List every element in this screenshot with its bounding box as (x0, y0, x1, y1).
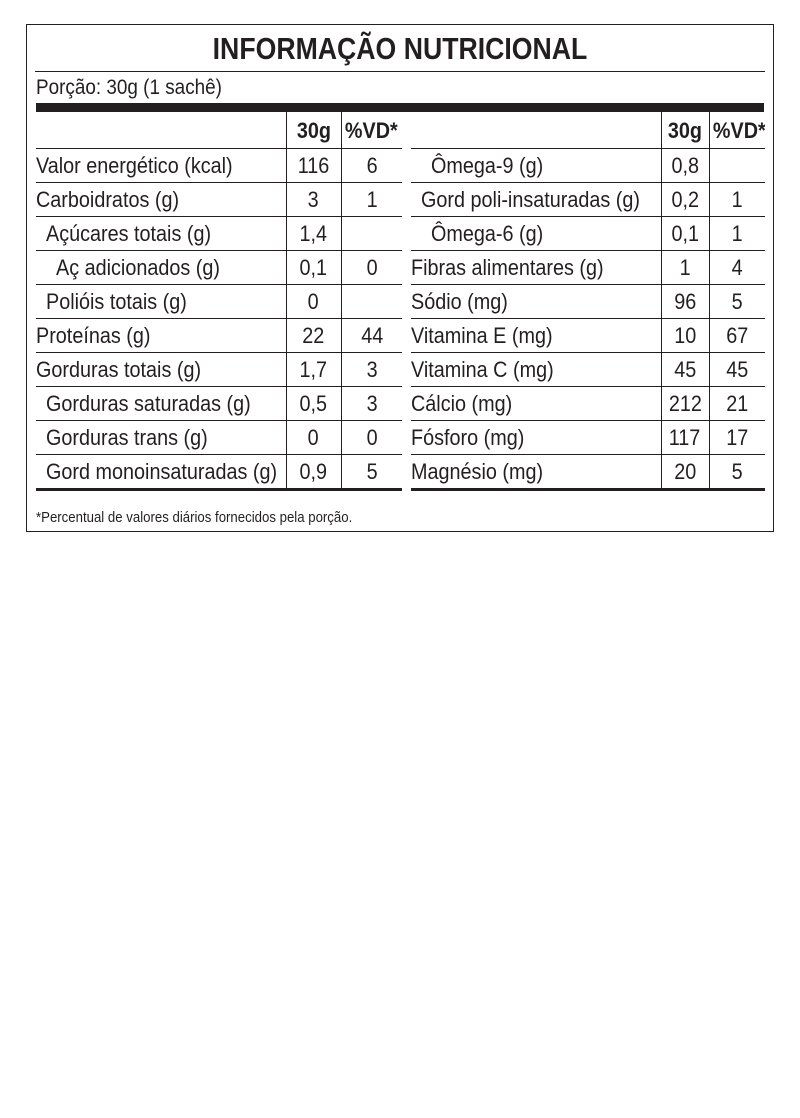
nutrient-row (411, 387, 765, 421)
nutrient-row (36, 421, 402, 455)
nutrient-name: Ômega-9 (g) (431, 153, 544, 178)
nutrient-amount-cell (286, 251, 341, 285)
portion-size: Porção: 30g (1 sachê) (36, 76, 222, 99)
nutrient-name-cell (411, 319, 661, 353)
nutrient-amount: 0 (307, 425, 320, 450)
nutrient-amount: 22 (302, 323, 325, 348)
title-divider (35, 71, 765, 72)
nutrient-name-cell (36, 183, 286, 217)
nutrient-row (36, 285, 402, 319)
nutrient-vd: 5 (366, 459, 378, 484)
nutrient-row (411, 285, 765, 319)
nutrient-name-cell (36, 251, 286, 285)
nutrient-name: Gord monoinsaturadas (g) (46, 459, 278, 484)
nutrient-vd-cell (341, 251, 402, 285)
nutrient-row (36, 149, 402, 183)
nutrient-vd-cell (709, 353, 765, 387)
nutrient-row (36, 319, 402, 353)
header-amount-label: 30g (296, 117, 331, 143)
nutrient-amount-cell (661, 285, 709, 319)
nutrient-vd: 6 (366, 153, 378, 178)
nutrient-amount: 1,4 (299, 221, 328, 246)
nutrient-row (36, 353, 402, 387)
nutrient-amount: 0,1 (299, 255, 328, 280)
nutrient-table-right (411, 112, 765, 491)
nutrient-name: Cálcio (mg) (411, 391, 513, 416)
nutrient-name: Carboidratos (g) (36, 187, 180, 212)
nutrient-name-cell (36, 455, 286, 490)
nutrient-amount-cell (286, 421, 341, 455)
nutrient-name: Fibras alimentares (g) (411, 255, 604, 280)
nutrient-amount-cell (286, 387, 341, 421)
nutrient-amount: 117 (669, 425, 701, 450)
nutrient-vd-cell (709, 183, 765, 217)
nutrient-name-cell (411, 387, 661, 421)
nutrient-amount: 96 (673, 289, 697, 314)
nutrient-vd-cell (709, 217, 765, 251)
nutrient-vd-cell (709, 251, 765, 285)
nutrient-amount: 20 (673, 459, 697, 484)
nutrient-row (411, 319, 765, 353)
nutrient-name: Gorduras trans (g) (46, 425, 208, 450)
thick-divider (36, 103, 764, 112)
footnote: *Percentual de valores diários fornecidos pela porção. (36, 509, 353, 526)
nutrient-row (411, 183, 765, 217)
nutrition-facts-panel (26, 24, 774, 532)
nutrient-vd: 3 (366, 357, 378, 382)
nutrient-row (36, 217, 402, 251)
nutrient-name-cell (411, 217, 661, 251)
nutrient-amount: 0,9 (299, 459, 328, 484)
nutrient-row (411, 217, 765, 251)
nutrient-row (36, 455, 402, 490)
nutrient-name: Sódio (mg) (411, 289, 508, 314)
nutrient-amount: 3 (307, 187, 320, 212)
nutrient-name: Magnésio (mg) (411, 459, 544, 484)
nutrient-name-cell (411, 455, 661, 490)
nutrient-vd-cell (341, 387, 402, 421)
nutrient-amount: 0 (307, 289, 320, 314)
nutrient-amount: 0,5 (299, 391, 328, 416)
table-header-row (411, 112, 765, 149)
nutrient-name: Valor energético (kcal) (36, 153, 233, 178)
nutrient-amount-cell (661, 183, 709, 217)
nutrient-vd: 1 (731, 221, 743, 246)
nutrient-name: Aç adicionados (g) (56, 255, 220, 280)
nutrient-vd: 3 (366, 391, 378, 416)
nutrient-name: Vitamina E (mg) (411, 323, 553, 348)
nutrient-name-cell (411, 149, 661, 183)
nutrient-name: Ômega-6 (g) (431, 221, 544, 246)
nutrient-vd-cell (709, 319, 765, 353)
nutrient-name-cell (36, 421, 286, 455)
nutrient-amount: 212 (668, 391, 702, 416)
nutrient-vd: 5 (731, 459, 743, 484)
nutrient-name-cell (411, 353, 661, 387)
nutrient-amount-cell (286, 149, 341, 183)
nutrient-vd: 0 (366, 255, 378, 280)
nutrient-amount-cell (286, 217, 341, 251)
nutrient-vd: 67 (726, 323, 749, 348)
nutrient-amount: 0,8 (671, 153, 699, 178)
header-vd-cell (709, 112, 765, 149)
nutrient-vd-cell (341, 421, 402, 455)
nutrient-name: Gorduras saturadas (g) (46, 391, 251, 416)
nutrient-name-cell (411, 285, 661, 319)
nutrient-name: Açúcares totais (g) (46, 221, 212, 246)
panel-title: INFORMAÇÃO NUTRICIONAL (212, 31, 588, 66)
nutrient-amount-cell (661, 149, 709, 183)
nutrient-row (36, 251, 402, 285)
nutrient-vd: 45 (726, 357, 749, 382)
nutrient-amount: 1,7 (299, 357, 328, 382)
nutrient-vd-cell (341, 455, 402, 490)
nutrient-vd-cell (709, 387, 765, 421)
header-vd-label: %VD* (345, 117, 399, 143)
nutrient-amount-cell (661, 319, 709, 353)
nutrient-amount: 116 (297, 153, 330, 178)
nutrient-table-left (36, 112, 402, 491)
header-amount-label: 30g (667, 117, 703, 143)
nutrient-amount-cell (661, 421, 709, 455)
nutrient-name-cell (36, 387, 286, 421)
nutrient-vd-cell (709, 149, 765, 183)
nutrient-name-cell (36, 217, 286, 251)
nutrient-row (411, 149, 765, 183)
header-amount-cell (661, 112, 709, 149)
nutrient-amount-cell (286, 183, 341, 217)
nutrient-row (36, 387, 402, 421)
nutrient-vd-cell (341, 183, 402, 217)
nutrient-vd: 1 (366, 187, 378, 212)
nutrient-name-cell (411, 421, 661, 455)
nutrient-row (36, 183, 402, 217)
nutrient-vd-cell (341, 353, 402, 387)
nutrient-amount-cell (286, 353, 341, 387)
nutrient-vd: 17 (726, 425, 749, 450)
nutrient-vd-cell (341, 149, 402, 183)
nutrient-amount: 1 (679, 255, 691, 280)
nutrient-name: Vitamina C (mg) (411, 357, 554, 382)
nutrient-name-cell (36, 285, 286, 319)
nutrient-vd-cell (341, 285, 402, 319)
nutrient-vd: 44 (360, 323, 383, 348)
nutrient-row (411, 353, 765, 387)
nutrient-row (411, 251, 765, 285)
nutrient-amount-cell (661, 387, 709, 421)
nutrient-amount-cell (286, 455, 341, 490)
nutrient-row (411, 455, 765, 490)
header-nutrient-cell (36, 112, 286, 149)
nutrient-amount-cell (661, 217, 709, 251)
nutrient-amount-cell (661, 353, 709, 387)
nutrient-amount-cell (661, 455, 709, 490)
nutrient-amount-cell (661, 251, 709, 285)
header-nutrient-cell (411, 112, 661, 149)
table-header-row (36, 112, 402, 149)
nutrient-name: Gorduras totais (g) (36, 357, 202, 382)
nutrient-amount: 45 (673, 357, 697, 382)
nutrient-vd: 4 (731, 255, 743, 280)
nutrient-name-cell (411, 183, 661, 217)
nutrient-vd-cell (341, 217, 402, 251)
nutrient-amount-cell (286, 285, 341, 319)
nutrient-name: Gord poli-insaturadas (g) (421, 187, 641, 212)
header-vd-label: %VD* (712, 117, 765, 143)
nutrient-row (411, 421, 765, 455)
nutrient-amount-cell (286, 319, 341, 353)
nutrient-vd: 21 (726, 391, 749, 416)
nutrient-name: Polióis totais (g) (46, 289, 187, 314)
nutrient-vd: 0 (366, 425, 378, 450)
nutrient-amount: 0,1 (671, 221, 699, 246)
nutrient-name-cell (411, 251, 661, 285)
nutrient-vd-cell (709, 421, 765, 455)
nutrient-vd: 5 (731, 289, 743, 314)
nutrient-name-cell (36, 149, 286, 183)
header-vd-cell (341, 112, 402, 149)
nutrient-name: Proteínas (g) (36, 323, 151, 348)
nutrient-vd-cell (709, 455, 765, 490)
header-amount-cell (286, 112, 341, 149)
nutrient-amount: 0,2 (671, 187, 699, 212)
nutrient-name: Fósforo (mg) (411, 425, 525, 450)
nutrient-vd: 1 (731, 187, 743, 212)
nutrient-name-cell (36, 353, 286, 387)
nutrient-vd-cell (341, 319, 402, 353)
nutrient-name-cell (36, 319, 286, 353)
nutrient-vd-cell (709, 285, 765, 319)
nutrient-amount: 10 (673, 323, 697, 348)
